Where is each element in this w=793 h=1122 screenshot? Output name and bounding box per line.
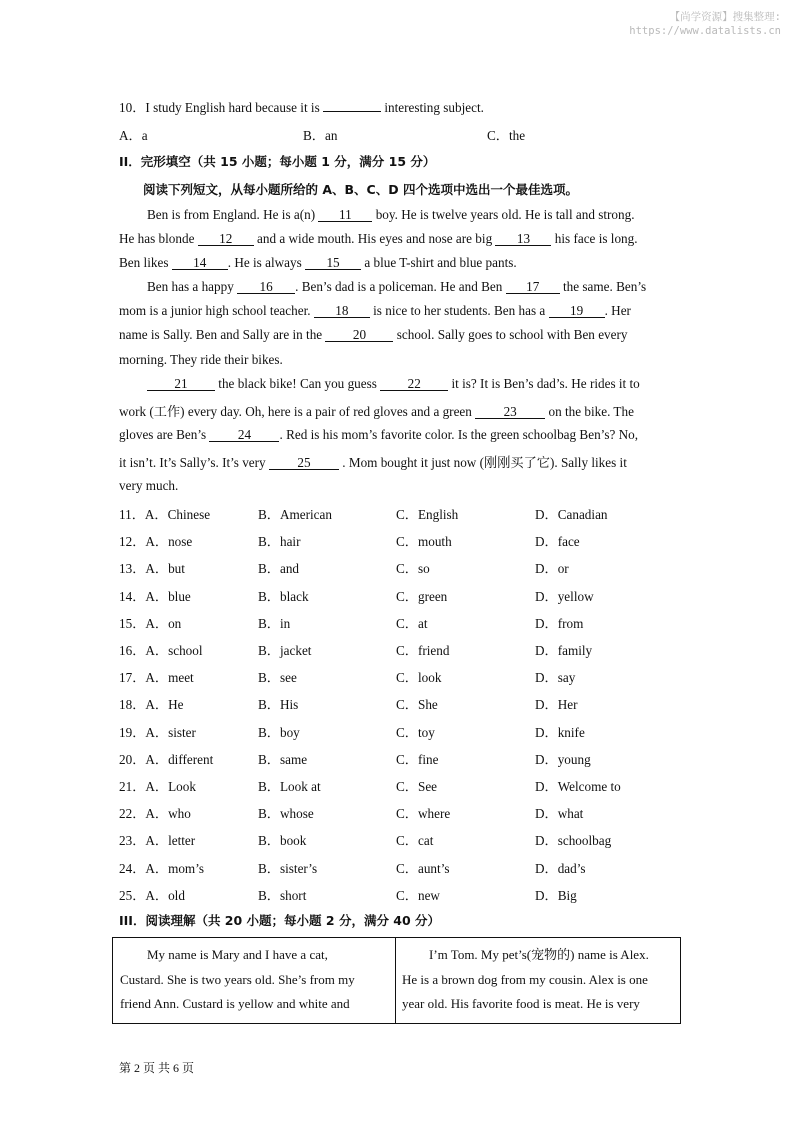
option-a: 23．A．letter: [119, 833, 196, 849]
option-b: B．black: [258, 588, 309, 604]
reading-left-line: friend Ann. Custard is yellow and white and: [120, 996, 350, 1011]
blank-25: 25: [269, 456, 339, 470]
passage-line: mom is a junior high school teacher. 18 is nice to her students. Ben has a 19 . Her: [119, 303, 631, 318]
section-2-heading: II．完形填空（共 15 小题；每小题 1 分，满分 15 分）: [119, 154, 436, 169]
option-a: 11．A．Chinese: [119, 507, 211, 522]
option-b: B．same: [258, 751, 308, 767]
blank-13: 13: [495, 232, 551, 246]
option-b: B．jacket: [258, 643, 312, 658]
option-a: 24．A．mom’s: [119, 860, 204, 876]
reading-left-line: Custard. She is two years old. She’s from my: [120, 971, 355, 987]
question-10-option-b: B．an: [303, 128, 338, 143]
option-a: 21．A．Look: [119, 779, 196, 794]
question-row: [119, 749, 679, 769]
option-d: D．young: [535, 751, 591, 767]
option-c: C．fine: [396, 751, 439, 767]
option-c: C．See: [396, 779, 438, 794]
option-d: D．family: [535, 643, 593, 658]
option-c: C．cat: [396, 833, 434, 849]
option-b: B．short: [258, 887, 307, 903]
option-c: C．look: [396, 670, 442, 686]
option-a: 22．A．who: [119, 806, 191, 822]
question-row: [119, 830, 679, 850]
option-a: 20．A．different: [119, 751, 214, 767]
question-row: [119, 776, 679, 796]
blank-23: 23: [475, 405, 545, 419]
option-d: D．face: [535, 534, 580, 550]
option-a: 25．A．old: [119, 887, 185, 903]
option-a: 13．A．but: [119, 561, 185, 577]
question-row: [119, 694, 679, 714]
question-row: [119, 803, 679, 823]
option-a: 17．A．meet: [119, 670, 194, 686]
reading-cell-left: [120, 943, 390, 1017]
passage-line: Ben likes 14 . He is always 15 a blue T-shirt and blue pants.: [119, 255, 517, 270]
question-row: [119, 667, 679, 687]
option-a: 12．A．nose: [119, 534, 193, 550]
option-c: C．new: [396, 887, 440, 903]
passage-line: morning. They ride their bikes.: [119, 352, 283, 367]
question-10-option-c: C．the: [487, 128, 526, 143]
passage-line: Ben has a happy 16 . Ben’s dad is a policeman. He and Ben 17 the same. Ben’s: [147, 279, 647, 294]
option-d: D．schoolbag: [535, 833, 612, 849]
blank-20: 20: [325, 328, 393, 342]
option-c: C．so: [396, 561, 430, 577]
blank-14: 14: [172, 256, 228, 270]
question-row: [119, 586, 679, 606]
option-b: B．and: [258, 561, 300, 577]
option-d: D．Her: [535, 697, 578, 713]
option-b: B．sister’s: [258, 860, 318, 876]
option-d: D．Big: [535, 887, 577, 903]
blank-15: 15: [305, 256, 361, 270]
option-d: D．knife: [535, 724, 585, 740]
option-b: B．boy: [258, 724, 300, 740]
blank-17: 17: [506, 280, 560, 294]
option-c: C．She: [396, 697, 438, 713]
question-row: [119, 613, 679, 633]
section-2-instruction: 阅读下列短文，从每小题所给的 A、B、C、D 四个选项中选出一个最佳选项。: [143, 182, 578, 197]
page-footer: 第 2 页 共 6 页: [119, 1061, 195, 1075]
blank-11: 11: [318, 208, 372, 222]
option-c: C．toy: [396, 724, 435, 740]
option-b: B．American: [258, 507, 332, 522]
option-b: B．in: [258, 615, 291, 631]
blank-18: 18: [314, 304, 370, 318]
option-b: B．see: [258, 670, 297, 686]
option-d: D．yellow: [535, 588, 594, 604]
question-row: [119, 531, 679, 551]
option-c: C．aunt’s: [396, 860, 450, 876]
option-a: 15．A．on: [119, 615, 182, 631]
option-c: C．friend: [396, 643, 450, 658]
table-divider: [395, 938, 396, 1023]
option-a: 18．A．He: [119, 697, 184, 713]
passage-line: work (工作) every day. Oh, here is a pair of red gloves and a green 23 on the bike. The: [119, 404, 634, 419]
blank-22: 22: [380, 377, 448, 391]
passage-line: name is Sally. Ben and Sally are in the 20 school. Sally goes to school with Ben every: [119, 327, 628, 342]
blank-21: 21: [147, 377, 215, 391]
watermark: [629, 10, 781, 38]
option-b: B．Look at: [258, 779, 321, 794]
blank-19: 19: [549, 304, 605, 318]
option-d: D．or: [535, 561, 569, 577]
passage-line: Ben is from England. He is a(n) 11 boy. He is twelve years old. He is tall and strong.: [147, 207, 635, 222]
question-10-stem: 10．I study English hard because it is interesting subject.: [119, 100, 484, 115]
blank-16: 16: [237, 280, 295, 294]
reading-right-line: I’m Tom. My pet’s(宠物的) name is Alex.: [429, 947, 649, 962]
passage-line: 21 the black bike! Can you guess 22 it is? It is Ben’s dad’s. He rides it to: [147, 376, 640, 392]
option-b: B．hair: [258, 534, 301, 550]
question-row: [119, 640, 679, 660]
blank-12: 12: [198, 232, 254, 246]
reading-right-line: year old. His favorite food is meat. He is very: [402, 996, 640, 1011]
option-a: 19．A．sister: [119, 724, 196, 740]
reading-left-line: My name is Mary and I have a cat,: [147, 947, 328, 962]
reading-cell-right: [402, 943, 677, 1017]
watermark-line-1: 【尚学资源】搜集整理:: [669, 11, 781, 23]
option-d: D．Canadian: [535, 507, 608, 522]
option-c: C．at: [396, 615, 428, 631]
option-d: D．say: [535, 670, 576, 686]
question-10-option-a: A．a: [119, 128, 148, 143]
reading-right-line: He is a brown dog from my cousin. Alex is one: [402, 971, 648, 987]
passage-line: very much.: [119, 478, 179, 493]
watermark-url: https://www.datalists.cn: [629, 25, 781, 37]
option-c: C．English: [396, 507, 459, 522]
passage-line: gloves are Ben’s 24 . Red is his mom’s favorite color. Is the green schoolbag Ben’s? No,: [119, 427, 639, 442]
question-row: [119, 504, 679, 524]
question-row: [119, 885, 679, 905]
question-row: [119, 558, 679, 578]
option-a: 16．A．school: [119, 643, 203, 658]
option-b: B．whose: [258, 806, 314, 822]
option-b: B．His: [258, 697, 299, 713]
question-row: [119, 722, 679, 742]
question-row: [119, 858, 679, 878]
option-d: D．Welcome to: [535, 779, 621, 794]
option-c: C．green: [396, 588, 448, 604]
option-c: C．mouth: [396, 534, 452, 550]
option-d: D．what: [535, 806, 584, 822]
reading-table: [112, 937, 681, 1024]
option-a: 14．A．blue: [119, 588, 191, 604]
passage-line: He has blonde 12 and a wide mouth. His eyes and nose are big 13 his face is long.: [119, 231, 638, 246]
section-3-heading: III．阅读理解（共 20 小题；每小题 2 分，满分 40 分）: [119, 913, 441, 928]
option-c: C．where: [396, 806, 451, 822]
passage-line: it isn’t. It’s Sally’s. It’s very 25 . Mom bought it just now (刚刚买了它). Sally likes it: [119, 455, 627, 470]
blank-24: 24: [209, 428, 279, 442]
option-b: B．book: [258, 833, 307, 849]
option-d: D．from: [535, 615, 584, 631]
option-d: D．dad’s: [535, 860, 586, 876]
blank-q10: [323, 111, 381, 112]
